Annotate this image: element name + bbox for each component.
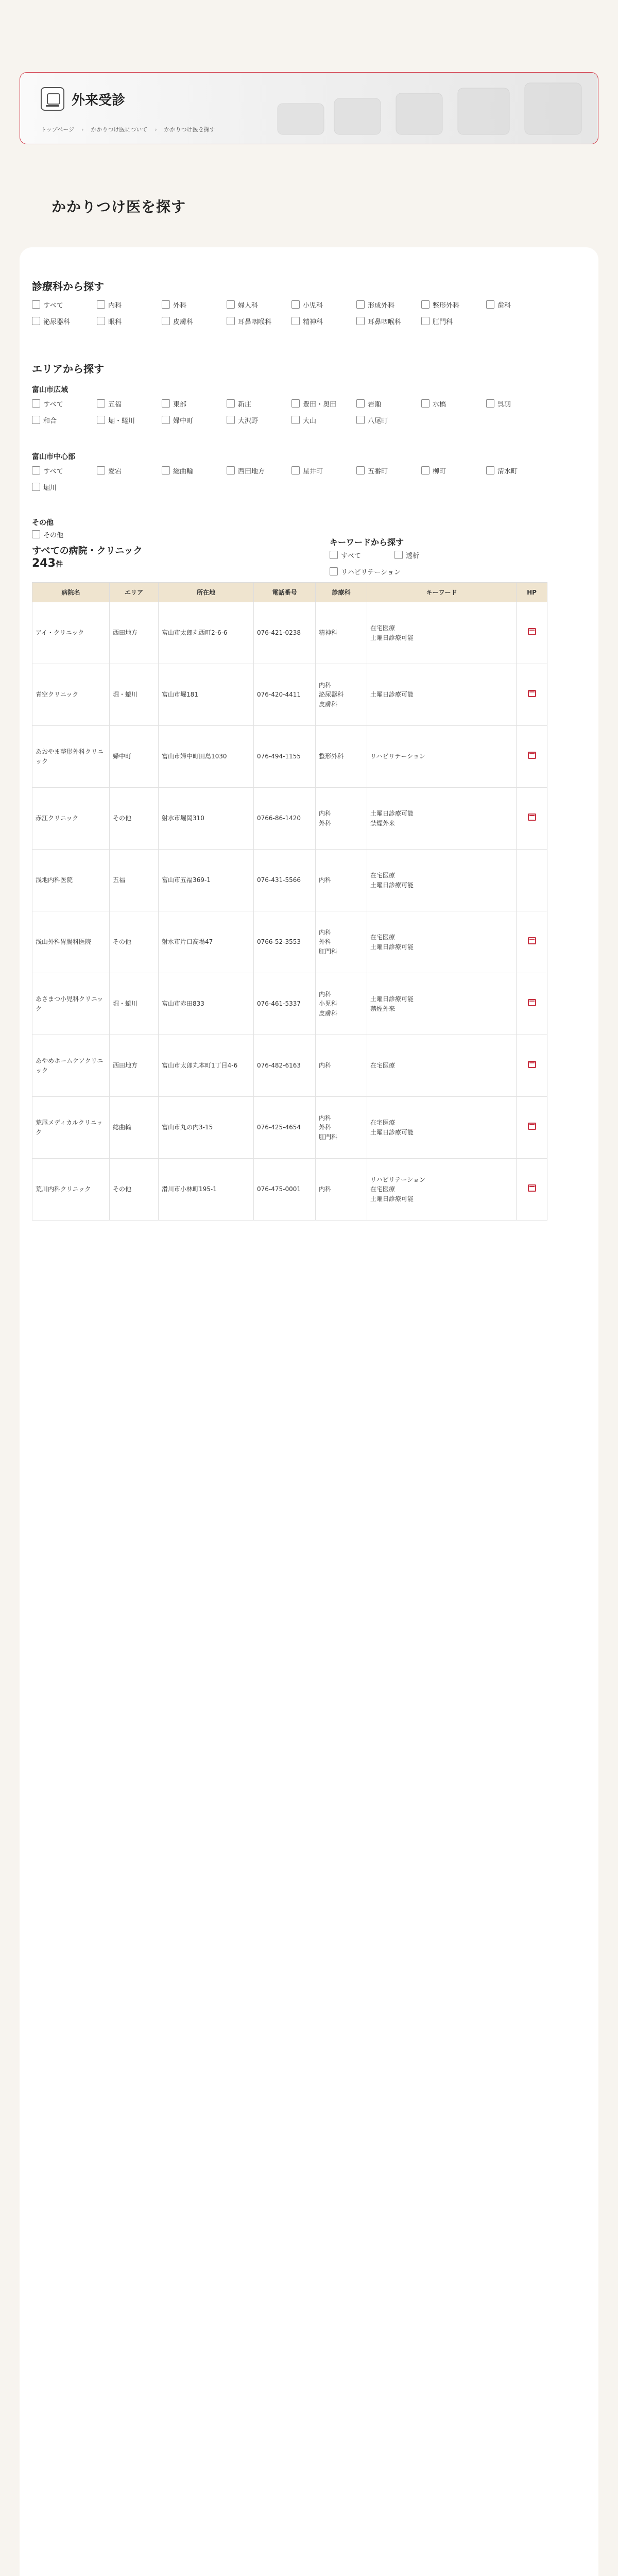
department-cell: 内科: [316, 850, 367, 911]
col-header: キーワード: [367, 583, 517, 602]
breadcrumb-current: かかりつけ医を探す: [164, 126, 215, 133]
department-cell: 精神科: [316, 602, 367, 664]
keyword-checkbox[interactable]: リハビリテーション: [330, 566, 434, 577]
department-checkbox[interactable]: 内科: [97, 299, 162, 310]
area-group-label: 富山市広域: [32, 386, 68, 394]
keyword-checkbox[interactable]: すべて: [330, 549, 394, 561]
area-checkbox[interactable]: 五番町: [356, 465, 421, 476]
breadcrumb-separator-icon: ›: [81, 126, 84, 133]
area-checkbox[interactable]: 新庄: [227, 398, 291, 409]
department-checkbox[interactable]: 耳鼻咽喉科: [356, 315, 421, 327]
area-checkbox-group: [32, 529, 552, 540]
table-row: [32, 1097, 547, 1159]
col-header: エリア: [110, 583, 159, 602]
department-cell: 整形外科: [316, 726, 367, 788]
area-checkbox[interactable]: 西田地方: [227, 465, 291, 476]
phone-cell[interactable]: 076-431-5566: [254, 850, 316, 911]
phone-cell[interactable]: 076-475-0001: [254, 1159, 316, 1221]
address-cell: 富山市赤田833: [159, 973, 254, 1035]
checkbox-icon[interactable]: [97, 466, 105, 474]
phone-cell[interactable]: 0766-86-1420: [254, 788, 316, 850]
section-title: 外来受診: [72, 92, 126, 108]
department-heading: 診療科から探す: [32, 280, 104, 293]
checkbox-icon[interactable]: [291, 300, 300, 309]
area-checkbox[interactable]: 八尾町: [356, 414, 421, 426]
checkbox-icon[interactable]: [421, 317, 430, 325]
hp-cell: [517, 1097, 547, 1159]
checkbox-icon[interactable]: [356, 399, 365, 408]
hospital-name[interactable]: 浅山外科胃腸科医院: [32, 911, 110, 973]
department-cell: 内科: [316, 1035, 367, 1097]
phone-cell[interactable]: 076-494-1155: [254, 726, 316, 788]
area-cell: 五福: [110, 850, 159, 911]
hospital-name[interactable]: アイ・クリニック: [32, 602, 110, 664]
address-cell: 富山市丸の内3-15: [159, 1097, 254, 1159]
address-cell: 富山市堀181: [159, 664, 254, 726]
checkbox-icon[interactable]: [291, 416, 300, 424]
checkbox-icon[interactable]: [32, 300, 40, 309]
address-cell: 富山市太郎丸本町1丁目4-6: [159, 1035, 254, 1097]
hospital-name[interactable]: 荒尾メディカルクリニック: [32, 1097, 110, 1159]
checkbox-icon[interactable]: [356, 466, 365, 474]
results-table: [32, 582, 547, 1221]
hp-cell: [517, 602, 547, 664]
department-cell: 内科: [316, 1159, 367, 1221]
area-heading: エリアから探す: [32, 363, 104, 375]
phone-cell[interactable]: 076-461-5337: [254, 973, 316, 1035]
hospital-name[interactable]: 荒川内科クリニック: [32, 1159, 110, 1221]
area-checkbox[interactable]: 総曲輪: [162, 465, 227, 476]
department-checkbox[interactable]: 泌尿器科: [32, 315, 97, 327]
checkbox-icon[interactable]: [97, 300, 105, 309]
department-cell: 内科 外科 肛門科: [316, 1097, 367, 1159]
keyword-cell: 在宅医療 土曜日診療可能: [367, 1097, 517, 1159]
table-row: [32, 850, 547, 911]
results-count: すべての病院・クリニック 243件: [32, 559, 143, 570]
external-link-icon[interactable]: [528, 999, 536, 1006]
checkbox-icon[interactable]: [97, 317, 105, 325]
external-link-icon[interactable]: [528, 937, 536, 944]
area-checkbox-group: [32, 465, 552, 493]
checkbox-icon[interactable]: [162, 466, 170, 474]
department-checkbox[interactable]: 肛門科: [421, 315, 486, 327]
area-cell: その他: [110, 1159, 159, 1221]
hp-cell: [517, 1035, 547, 1097]
keyword-cell: 在宅医療 土曜日診療可能: [367, 602, 517, 664]
checkbox-icon[interactable]: [227, 317, 235, 325]
department-cell: 内科 外科: [316, 788, 367, 850]
external-link-icon[interactable]: [528, 752, 536, 759]
department-checkbox[interactable]: 外科: [162, 299, 227, 310]
checkbox-icon[interactable]: [162, 300, 170, 309]
table-row: [32, 1159, 547, 1221]
area-checkbox[interactable]: 東部: [162, 398, 227, 409]
col-header: 診療科: [316, 583, 367, 602]
keyword-checkbox-group: [330, 549, 551, 577]
checkbox-icon[interactable]: [421, 300, 430, 309]
checkbox-icon[interactable]: [32, 317, 40, 325]
table-row: [32, 788, 547, 850]
area-checkbox[interactable]: 堀川: [32, 481, 97, 493]
department-checkbox[interactable]: 小児科: [291, 299, 356, 310]
address-cell: 富山市太郎丸西町2-6-6: [159, 602, 254, 664]
keyword-cell: 土曜日診療可能 禁煙外来: [367, 973, 517, 1035]
address-cell: 射水市片口高場47: [159, 911, 254, 973]
keyword-cell: 在宅医療 土曜日診療可能: [367, 911, 517, 973]
external-link-icon[interactable]: [528, 1184, 536, 1192]
external-link-icon[interactable]: [528, 690, 536, 697]
checkbox-icon[interactable]: [291, 466, 300, 474]
checkbox-icon[interactable]: [32, 399, 40, 408]
checkbox-icon[interactable]: [291, 399, 300, 408]
department-checkbox-group: [32, 299, 552, 327]
hp-cell: [517, 973, 547, 1035]
checkbox-icon[interactable]: [227, 466, 235, 474]
keyword-heading: キーワードから探す: [330, 537, 404, 547]
checkbox-icon[interactable]: [330, 551, 338, 559]
department-checkbox[interactable]: 眼科: [97, 315, 162, 327]
area-checkbox[interactable]: 和合: [32, 414, 97, 426]
table-row: [32, 602, 547, 664]
checkbox-icon[interactable]: [162, 416, 170, 424]
checkbox-icon[interactable]: [97, 416, 105, 424]
area-checkbox[interactable]: 五福: [97, 398, 162, 409]
hospital-name[interactable]: あやめホームケアクリニック: [32, 1035, 110, 1097]
hospital-name[interactable]: あおやま整形外科クリニック: [32, 726, 110, 788]
area-checkbox[interactable]: 大山: [291, 414, 356, 426]
checkbox-icon[interactable]: [356, 416, 365, 424]
area-cell: 堀・蜷川: [110, 973, 159, 1035]
department-checkbox[interactable]: 皮膚科: [162, 315, 227, 327]
checkbox-icon[interactable]: [330, 567, 338, 575]
area-checkbox[interactable]: すべて: [32, 398, 97, 409]
address-cell: 富山市婦中町田島1030: [159, 726, 254, 788]
area-checkbox[interactable]: 柳町: [421, 465, 486, 476]
checkbox-icon[interactable]: [421, 399, 430, 408]
hospital-name[interactable]: あさまつ小児科クリニック: [32, 973, 110, 1035]
area-checkbox[interactable]: 婦中町: [162, 414, 227, 426]
keyword-cell: 土曜日診療可能: [367, 664, 517, 726]
checkbox-icon[interactable]: [486, 466, 494, 474]
checkbox-icon[interactable]: [162, 317, 170, 325]
address-cell: 富山市五福369-1: [159, 850, 254, 911]
external-link-icon[interactable]: [528, 628, 536, 635]
table-row: [32, 1035, 547, 1097]
area-cell: 婦中町: [110, 726, 159, 788]
col-header: HP: [517, 583, 547, 602]
area-checkbox[interactable]: 岩瀬: [356, 398, 421, 409]
phone-cell[interactable]: 076-420-4411: [254, 664, 316, 726]
keyword-cell: 土曜日診療可能 禁煙外来: [367, 788, 517, 850]
checkbox-icon[interactable]: [394, 551, 403, 559]
area-cell: 西田地方: [110, 602, 159, 664]
area-checkbox-group: [32, 398, 552, 426]
breadcrumb: [41, 125, 215, 133]
keyword-cell: リハビリテーション 在宅医療 土曜日診療可能: [367, 1159, 517, 1221]
area-checkbox[interactable]: 豊田・奥田: [291, 398, 356, 409]
checkbox-icon[interactable]: [32, 530, 40, 538]
checkbox-icon[interactable]: [32, 466, 40, 474]
area-checkbox[interactable]: 愛宕: [97, 465, 162, 476]
address-cell: 射水市堀岡310: [159, 788, 254, 850]
hp-cell: [517, 726, 547, 788]
checkbox-icon[interactable]: [162, 399, 170, 408]
waiting-room-seats-image: [257, 73, 598, 144]
breadcrumb-separator-icon: ›: [154, 126, 157, 133]
keyword-checkbox[interactable]: 透析: [394, 549, 459, 561]
external-link-icon[interactable]: [528, 1061, 536, 1068]
area-checkbox[interactable]: 水橋: [421, 398, 486, 409]
page-header-banner: [20, 72, 598, 144]
external-link-icon[interactable]: [528, 1123, 536, 1130]
checkbox-icon[interactable]: [32, 416, 40, 424]
checkbox-icon[interactable]: [356, 300, 365, 309]
area-cell: 堀・蜷川: [110, 664, 159, 726]
keyword-cell: 在宅医療: [367, 1035, 517, 1097]
department-checkbox[interactable]: 婦人科: [227, 299, 291, 310]
area-checkbox[interactable]: 堀・蜷川: [97, 414, 162, 426]
checkbox-icon[interactable]: [227, 416, 235, 424]
results-heading: すべての病院・クリニック: [32, 546, 143, 556]
area-checkbox[interactable]: その他: [32, 529, 97, 540]
keyword-cell: 在宅医療 土曜日診療可能: [367, 850, 517, 911]
checkbox-icon[interactable]: [356, 317, 365, 325]
address-cell: 滑川市小林町195-1: [159, 1159, 254, 1221]
col-header: 病院名: [32, 583, 110, 602]
table-row: [32, 911, 547, 973]
table-row: [32, 973, 547, 1035]
checkbox-icon[interactable]: [291, 317, 300, 325]
area-cell: その他: [110, 911, 159, 973]
hp-cell: [517, 911, 547, 973]
department-checkbox[interactable]: すべて: [32, 299, 97, 310]
breadcrumb-home[interactable]: トップページ: [41, 126, 75, 133]
hp-cell: [517, 850, 547, 911]
col-header: 所在地: [159, 583, 254, 602]
phone-cell[interactable]: 0766-52-3553: [254, 911, 316, 973]
phone-cell[interactable]: 076-482-6163: [254, 1035, 316, 1097]
checkbox-icon[interactable]: [486, 399, 494, 408]
department-checkbox[interactable]: 歯科: [486, 299, 551, 310]
area-checkbox[interactable]: 星井町: [291, 465, 356, 476]
area-group-label: 富山市中心部: [32, 453, 75, 461]
area-checkbox[interactable]: 清水町: [486, 465, 551, 476]
page-title: かかりつけ医を探す: [52, 198, 186, 215]
hospital-name[interactable]: 青空クリニック: [32, 664, 110, 726]
table-row: [32, 726, 547, 788]
area-checkbox[interactable]: すべて: [32, 465, 97, 476]
checkbox-icon[interactable]: [32, 483, 40, 491]
department-checkbox[interactable]: 精神科: [291, 315, 356, 327]
checkbox-icon[interactable]: [486, 300, 494, 309]
phone-cell[interactable]: 076-425-4654: [254, 1097, 316, 1159]
checkbox-icon[interactable]: [421, 466, 430, 474]
checkbox-icon[interactable]: [227, 399, 235, 408]
hospital-name[interactable]: 浅地内科医院: [32, 850, 110, 911]
department-cell: 内科 小児科 皮膚科: [316, 973, 367, 1035]
hp-cell: [517, 1159, 547, 1221]
col-header: 電話番号: [254, 583, 316, 602]
area-checkbox[interactable]: 呉羽: [486, 398, 551, 409]
phone-cell[interactable]: 076-421-0238: [254, 602, 316, 664]
department-checkbox[interactable]: 耳鼻咽喉科: [227, 315, 291, 327]
table-header-row: [32, 583, 547, 602]
department-cell: 内科 泌尿器科 皮膚科: [316, 664, 367, 726]
checkbox-icon[interactable]: [97, 399, 105, 408]
area-cell: 西田地方: [110, 1035, 159, 1097]
area-cell: 総曲輪: [110, 1097, 159, 1159]
checkbox-icon[interactable]: [227, 300, 235, 309]
area-checkbox[interactable]: 大沢野: [227, 414, 291, 426]
department-checkbox[interactable]: 整形外科: [421, 299, 486, 310]
department-checkbox[interactable]: 形成外科: [356, 299, 421, 310]
hospital-name[interactable]: 赤江クリニック: [32, 788, 110, 850]
keyword-cell: リハビリテーション: [367, 726, 517, 788]
hp-cell: [517, 664, 547, 726]
table-row: [32, 664, 547, 726]
external-link-icon[interactable]: [528, 814, 536, 821]
area-group-label: その他: [32, 519, 54, 527]
breadcrumb-about[interactable]: かかりつけ医について: [91, 126, 148, 133]
reception-icon: [41, 87, 64, 111]
area-cell: その他: [110, 788, 159, 850]
department-cell: 内科 外科 肛門科: [316, 911, 367, 973]
hp-cell: [517, 788, 547, 850]
